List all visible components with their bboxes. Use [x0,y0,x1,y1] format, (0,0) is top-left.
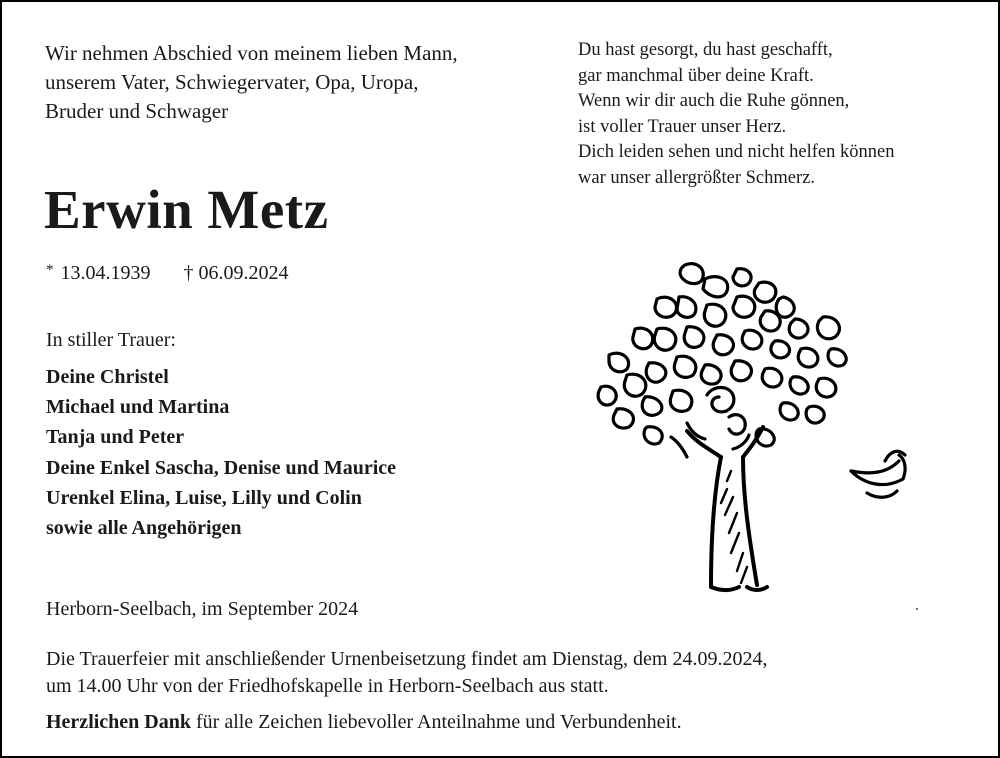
falling-leaf-icon [851,451,905,497]
mourners-list [46,362,396,543]
poem-line: war unser allergrößter Schmerz. [578,167,815,188]
thanks-bold: Herzlichen Dank [46,711,191,733]
poem-line: ist voller Trauer unser Herz. [578,116,787,137]
ceremony-line: um 14.00 Uhr von der Friedhofskapelle in Herborn-Seelbach aus statt. [46,675,609,697]
place-date: Herborn-Seelbach, im September 2024 [46,598,359,620]
tree-icon [587,257,927,617]
intro-line: Bruder und Schwager [45,99,229,123]
ceremony-line: Die Trauerfeier mit anschließender Urnenbeisetzung findet am Dienstag, dem 24.09.2024, [46,648,768,670]
mourner-entry: sowie alle Angehörigen [46,517,242,540]
intro-text [45,39,545,126]
tree-crown [598,264,846,457]
death-date: 06.09.2024 [198,262,289,284]
mourner-entry: Deine Enkel Sascha, Denise und Maurice [46,456,397,479]
poem [578,38,978,191]
mourner-entry: Michael und Martina [46,396,230,419]
life-dates [46,257,289,286]
mourner-entry: Deine Christel [46,366,169,388]
poem-line: Du hast gesorgt, du hast geschafft, [578,40,833,60]
poem-line: Dich leiden sehen und nicht helfen können [578,142,895,162]
intro-line: Wir nehmen Abschied von meinem lieben Mann, [45,41,458,65]
mourner-entry: Urenkel Elina, Luise, Lilly und Colin [46,486,362,509]
death-symbol: † [183,262,194,284]
deceased-name: Erwin Metz [44,179,329,240]
poem-line: Wenn wir dir auch die Ruhe gönnen, [578,91,850,111]
thanks-rest: für alle Zeichen liebevoller Anteilnahme und Verbundenheit. [191,711,682,733]
birth-date: 13.04.1939 [60,262,151,284]
intro-line: unserem Vater, Schwiegervater, Opa, Uropa, [45,70,419,94]
poem-line: gar manchmal über deine Kraft. [578,65,814,86]
mourner-entry: Tanja und Peter [46,426,185,449]
ceremony-info [46,646,767,700]
birth-symbol: * [46,262,54,278]
mourning-label: In stiller Trauer: [46,329,176,351]
speck-mark [916,608,918,610]
thanks-text [46,709,682,736]
